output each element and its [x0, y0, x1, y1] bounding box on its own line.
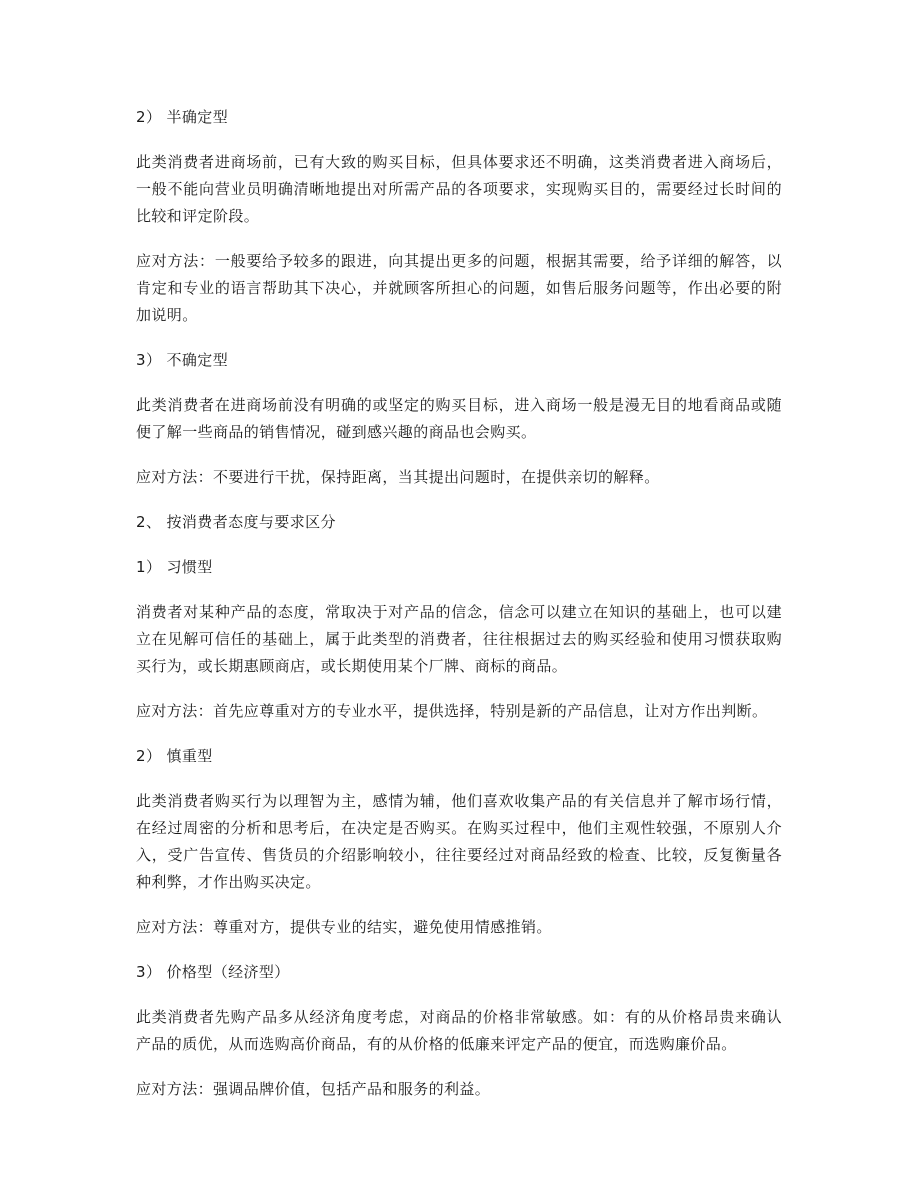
paragraph-semi-definite-description: 此类消费者进商场前，已有大致的购买目标，但具体要求还不明确，这类消费者进入商场后，一般不能向营业员明确清晰地提出对所需产品的各项要求，实现购买目的，需要经过长时间的比较和评定阶段。 [136, 153, 782, 225]
paragraph-semi-definite-method: 应对方法：一般要给予较多的跟进，向其提出更多的问题，根据其需要，给予详细的解答，以肯定和专业的语言帮助其下决心，并就顾客所担心的问题，如售后服务问题等，作出必要的附加说明。 [136, 252, 782, 324]
paragraph-prudent-description: 此类消费者购买行为以理智为主，感情为辅，他们喜欢收集产品的有关信息并了解市场行情，在经过周密的分析和思考后，在决定是否购买。在购买过程中，他们主观性较强，不原别人介入，受广告宣传、售货员的介绍影响较小，往往要经过对商品经致的检查、比较，反复衡量各种利弊，才作出购买决定。 [136, 792, 782, 891]
paragraph-indefinite-description: 此类消费者在进商场前没有明确的或坚定的购买目标，进入商场一般是漫无目的地看商品或随便了解一些商品的销售情况，碰到感兴趣的商品也会购买。 [136, 396, 782, 441]
paragraph-habitual-description: 消费者对某种产品的态度，常取决于对产品的信念，信念可以建立在知识的基础上，也可以建立在见解可信任的基础上，属于此类型的消费者，往往根据过去的购买经验和使用习惯获取购买行为，或长期惠顾商店，或长期使用某个厂牌、商标的商品。 [136, 603, 782, 675]
section-heading-habitual: 1） 习惯型 [136, 558, 213, 576]
paragraph-prudent-method: 应对方法：尊重对方，提供专业的结实，避免使用情感推销。 [136, 918, 552, 936]
section-heading-semi-definite: 2） 半确定型 [136, 108, 229, 126]
section-heading-prudent: 2） 慎重型 [136, 747, 213, 765]
section-heading-indefinite: 3） 不确定型 [136, 351, 229, 369]
document-page [136, 104, 782, 1121]
paragraph-price-method: 应对方法：强调品牌价值，包括产品和服务的利益。 [136, 1080, 491, 1098]
paragraph-price-description: 此类消费者先购产品多从经济角度考虑，对商品的价格非常敏感。如：有的从价格昂贵来确认产品的质优，从而选购高价商品，有的从价格的低廉来评定产品的便宜，而选购廉价品。 [136, 1008, 782, 1053]
paragraph-habitual-method: 应对方法：首先应尊重对方的专业水平，提供选择，特别是新的产品信息，让对方作出判断。 [136, 702, 768, 720]
paragraph-indefinite-method: 应对方法：不要进行干扰，保持距离，当其提出问题时，在提供亲切的解释。 [136, 468, 660, 486]
section-heading-attitude: 2、 按消费者态度与要求区分 [136, 513, 336, 531]
section-heading-price: 3） 价格型（经济型） [136, 963, 290, 981]
